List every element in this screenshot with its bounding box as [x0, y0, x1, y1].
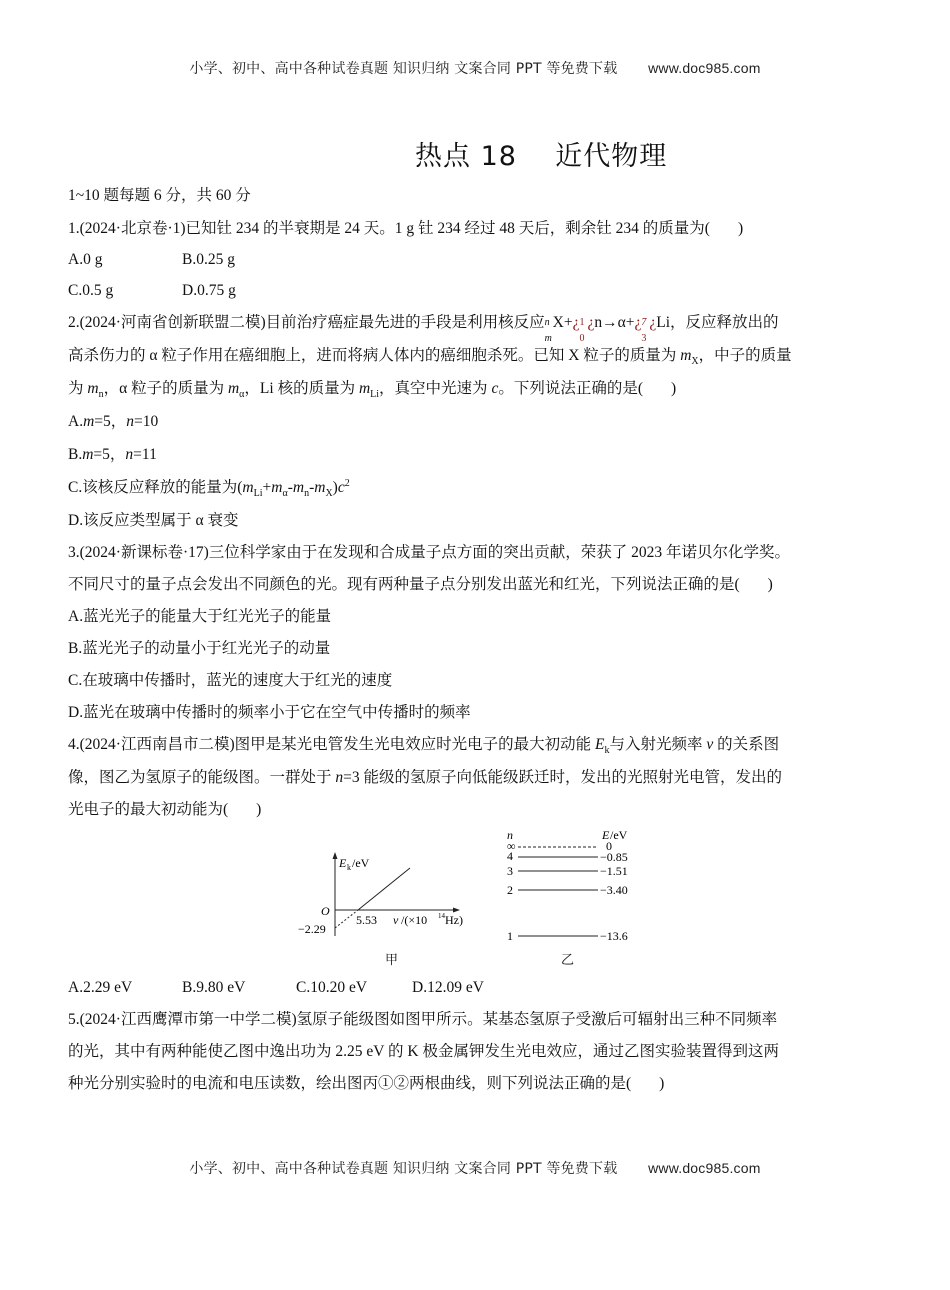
svg-text:E: E [602, 828, 610, 842]
question-2-stem-line-3: 为 $m_n$，α 粒子的质量为 $m_\alpha$，Li 核的质量为 $m_{Li}$，真空中光速为 c。下列说法正确的是( ) [68, 380, 677, 401]
svg-text:−13.6: −13.6 [600, 929, 628, 943]
header-url[interactable]: www.doc985.com [648, 60, 761, 76]
svg-text:/eV: /eV [610, 828, 628, 842]
question-number: 5. [68, 1011, 80, 1028]
option-d[interactable]: D.12.09 eV [412, 979, 484, 996]
option-b[interactable]: B.0.25 g [182, 251, 235, 268]
question-5-stem-line-1: 5.(2024·江西鹰潭市第一中学二模)氢原子能级图如图甲所示。某基态氢原子受激后可辐射出三种不同频率 [68, 1011, 778, 1028]
question-2-stem-line-1 [68, 313, 779, 344]
option-b[interactable]: B.m=5，n=11 [68, 446, 157, 463]
question-text: 不同尺寸的量子点会发出不同颜色的光。现有两种量子点分别发出蓝光和红光，下列说法正确的是( [68, 576, 740, 593]
question-source: (2024·河南省创新联盟二模) [79, 314, 266, 331]
option-c[interactable]: C.0.5 g [68, 282, 114, 299]
svg-text:−3.40: −3.40 [600, 883, 628, 897]
question-4-figures [290, 826, 670, 971]
header-tagline: 小学、初中、高中各种试卷真题 知识归纳 文案合同 PPT 等免费下载 [189, 61, 618, 77]
svg-text:3: 3 [507, 864, 513, 878]
svg-text:k: k [347, 863, 351, 872]
svg-text:/eV: /eV [352, 856, 370, 870]
figure-jia-caption: 甲 [385, 953, 399, 968]
svg-text:O: O [321, 904, 330, 918]
question-number: 1. [68, 220, 80, 237]
svg-text:ν: ν [393, 913, 399, 927]
page-title: 热点 18 近代物理 [415, 141, 668, 172]
svg-text:1: 1 [507, 929, 513, 943]
option-d[interactable]: D.0.75 g [182, 282, 236, 299]
footer-url[interactable]: www.doc985.com [648, 1160, 761, 1176]
option-d[interactable]: D.蓝光在玻璃中传播时的频率小于它在空气中传播时的频率 [68, 704, 471, 721]
svg-text:14: 14 [438, 912, 445, 920]
question-text: 目前治疗癌症最先进的手段是利用核反应 [265, 314, 545, 331]
svg-text:∞: ∞ [507, 839, 516, 853]
svg-text:−2.29: −2.29 [298, 922, 326, 936]
svg-text:n: n [507, 828, 513, 842]
question-source: (2024·江西鹰潭市第一中学二模) [79, 1011, 297, 1028]
question-4-stem-line-1: 4.(2024·江西南昌市二模)图甲是某光电管发生光电效应时光电子的最大初动能 $E_k$与入射光频率 v 的关系图 [68, 736, 780, 757]
question-text: 已知钍 234 的半衰期是 24 天。1 g 钍 234 经过 48 天后，剩余钍 234 的质量为( [185, 220, 710, 237]
svg-text:E: E [339, 856, 347, 870]
svg-text:2: 2 [507, 883, 513, 897]
figure-yi-caption: 乙 [561, 953, 575, 968]
question-number: 3. [68, 544, 80, 561]
question-4-stem-line-2: 像，图乙为氢原子的能级图。一群处于 n=3 能级的氢原子向低能级跃迁时，发出的光照射光电管，发出的 [68, 769, 783, 786]
question-number: 4. [68, 736, 80, 753]
question-2-stem-line-2: 高杀伤力的 α 粒子作用在癌细胞上，进而将病人体内的癌细胞杀死。已知 X 粒子的质量为 $m_X$，中子的质量 [68, 347, 792, 368]
svg-text:0: 0 [606, 839, 612, 853]
nuclear-reaction-equation: n m X+¿ 1 0 ¿n→α+¿ 7 3 ¿Li [544, 314, 671, 344]
question-source: (2024·北京卷·1) [79, 220, 186, 237]
paren-close: ) [737, 220, 744, 237]
footer-tagline: 小学、初中、高中各种试卷真题 知识归纳 文案合同 PPT 等免费下载 [189, 1161, 618, 1177]
question-3-stem-line-1 [68, 543, 790, 563]
option-a[interactable]: A.2.29 eV [68, 979, 133, 996]
svg-text:−1.51: −1.51 [600, 864, 628, 878]
question-text: 三位科学家由于在发现和合成量子点方面的突出贡献，荣获了 2023 年诺贝尔化学奖。 [208, 544, 791, 561]
svg-text:4: 4 [507, 849, 513, 863]
figure-yi-energy-levels [490, 826, 660, 966]
question-1-stem [68, 219, 743, 239]
question-number: 2. [68, 314, 80, 331]
option-c[interactable]: C.在玻璃中传播时，蓝光的速度大于红光的速度 [68, 672, 393, 689]
option-a[interactable]: A.蓝光光子的能量大于红光光子的能量 [68, 608, 332, 625]
svg-text:5.53: 5.53 [356, 913, 377, 927]
page-header [0, 58, 950, 78]
instructions-text: 1~10 题每题 6 分，共 60 分 [68, 187, 251, 204]
page-footer [0, 1158, 950, 1178]
figure-jia-ek-vs-frequency [290, 826, 490, 966]
option-b[interactable]: B.蓝光光子的动量小于红光光子的动量 [68, 640, 331, 657]
question-text: ，反应释放出的 [670, 314, 779, 331]
question-3-stem-line-2: 不同尺寸的量子点会发出不同颜色的光。现有两种量子点分别发出蓝光和红光，下列说法正确的是( ) [68, 576, 773, 593]
question-4-options [68, 978, 484, 998]
option-c[interactable]: C.10.20 eV [296, 979, 368, 996]
svg-text:Hz): Hz) [445, 913, 463, 927]
option-a[interactable]: A.0 g [68, 251, 103, 268]
option-b[interactable]: B.9.80 eV [182, 979, 246, 996]
option-c[interactable]: C.该核反应释放的能量为$(m_{Li}+m_\alpha-m_n-m_X)c^2$ [68, 477, 350, 500]
question-text: 高杀伤力的 α 粒子作用在癌细胞上，进而将病人体内的癌细胞杀死。已知 X 粒子的质量为 [68, 347, 681, 364]
question-4-stem-line-3: 光电子的最大初动能为( ) [68, 801, 262, 818]
option-a[interactable]: A.m=5，n=10 [68, 413, 159, 430]
question-source: (2024·江西南昌市二模) [79, 736, 235, 753]
question-source: (2024·新课标卷·17) [79, 544, 209, 561]
svg-text:−0.85: −0.85 [600, 850, 628, 864]
instructions [68, 186, 251, 206]
question-1-options-row-2 [68, 281, 236, 301]
question-1-options-row-1 [68, 250, 235, 270]
question-5-stem-line-3: 种光分别实验时的电流和电压读数，绘出图丙①②两根曲线，则下列说法正确的是( ) [68, 1075, 665, 1092]
svg-text:/(×10: /(×10 [401, 913, 428, 927]
option-d[interactable]: D.该反应类型属于 α 衰变 [68, 512, 239, 529]
question-5-stem-line-2: 的光，其中有两种能使乙图中逸出功为 2.25 eV 的 K 极金属钾发生光电效应，通过乙图实验装置得到这两 [68, 1043, 779, 1060]
